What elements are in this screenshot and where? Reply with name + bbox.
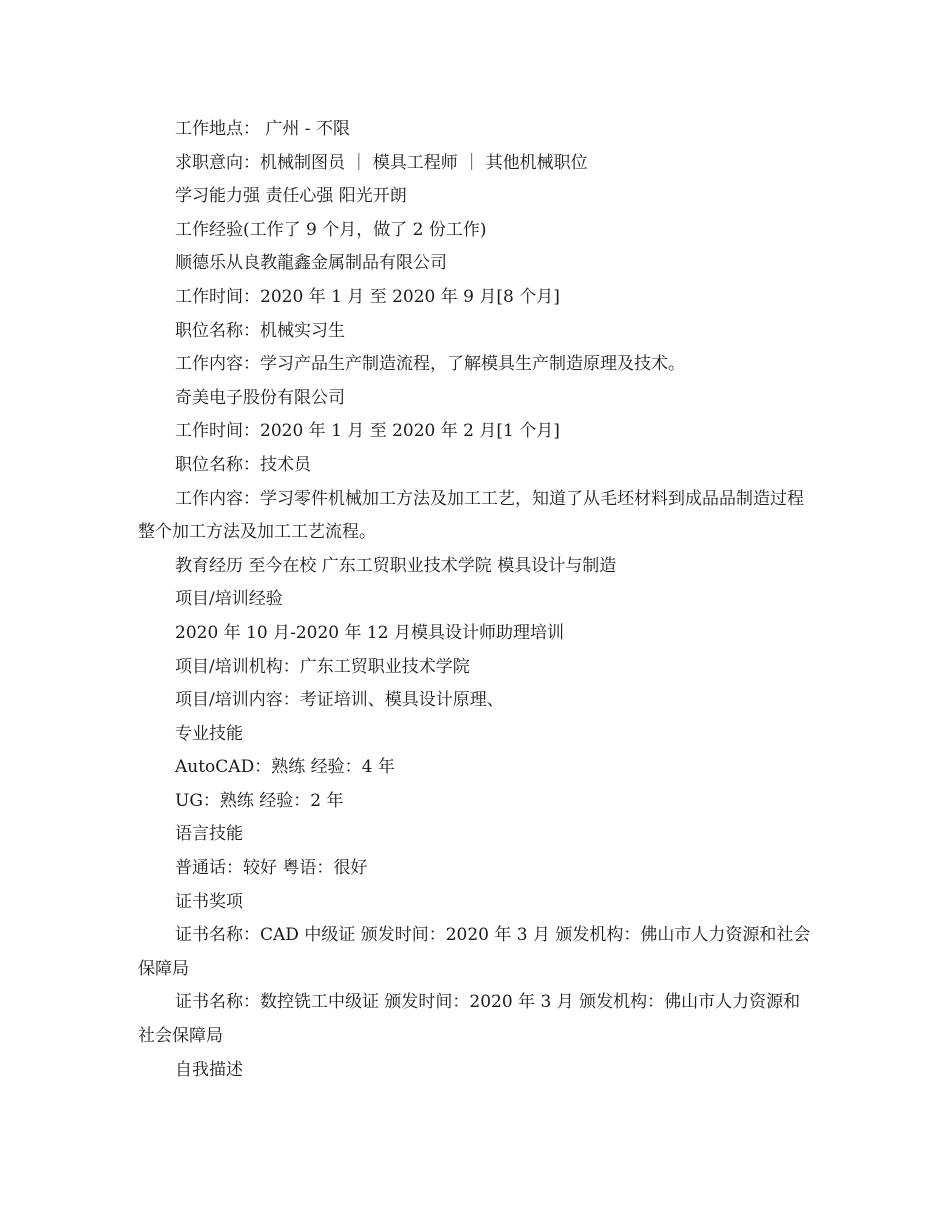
skill-autocad: AutoCAD：熟练 经验：4 年 (175, 757, 395, 778)
training-institution: 项目/培训机构：广东工贸职业技术学院 (175, 656, 470, 677)
training-content: 项目/培训内容：考证培训、模具设计原理、 (175, 690, 504, 711)
work-period-2: 工作时间：2020 年 1 月 至 2020 年 2 月[1 个月] (175, 421, 560, 442)
company-name-1: 顺德乐从良教龍鑫金属制品有限公司 (175, 253, 447, 274)
training-heading: 项目/培训经验 (175, 589, 283, 610)
position-title-2: 职位名称：技术员 (175, 454, 311, 475)
work-location: 工作地点： 广州 - 不限 (175, 119, 350, 139)
resume-page (0, 113, 950, 1087)
company-name-2: 奇美电子股份有限公司 (175, 387, 345, 408)
work-content-2: 工作内容：学习零件机械加工方法及加工工艺，知道了从毛坯材料到成品品制造过程整个加工方法及加工工艺流程。 (138, 488, 804, 543)
education-history: 教育经历 至今在校 广东工贸职业技术学院 模具设计与制造 (175, 555, 617, 576)
self-description-heading: 自我描述 (175, 1059, 243, 1080)
work-period-1: 工作时间：2020 年 1 月 至 2020 年 9 月[8 个月] (175, 286, 560, 307)
certificates-heading: 证书奖项 (175, 891, 243, 912)
skills-heading: 专业技能 (175, 723, 243, 744)
skill-ug: UG：熟练 经验：2 年 (175, 790, 344, 811)
job-intention: 求职意向：机械制图员 ｜ 模具工程师 ｜ 其他机械职位 (175, 152, 588, 173)
certificate-1: 证书名称：CAD 中级证 颁发时间：2020 年 3 月 颁发机构：佛山市人力资源和社会保障局 (138, 925, 811, 979)
work-content-1: 工作内容：学习产品生产制造流程，了解模具生产制造原理及技术。 (175, 354, 685, 375)
work-experience-heading: 工作经验(工作了 9 个月，做了 2 份工作) (175, 219, 487, 240)
language-skills: 普通话：较好 粤语：很好 (175, 858, 368, 879)
personal-traits: 学习能力强 责任心强 阳光开朗 (175, 186, 407, 207)
language-heading: 语言技能 (175, 824, 243, 845)
position-title-1: 职位名称：机械实习生 (175, 320, 345, 341)
training-period: 2020 年 10 月-2020 年 12 月模具设计师助理培训 (175, 622, 564, 643)
certificate-2: 证书名称：数控铣工中级证 颁发时间：2020 年 3 月 颁发机构：佛山市人力资源和社会保障局 (138, 992, 801, 1047)
